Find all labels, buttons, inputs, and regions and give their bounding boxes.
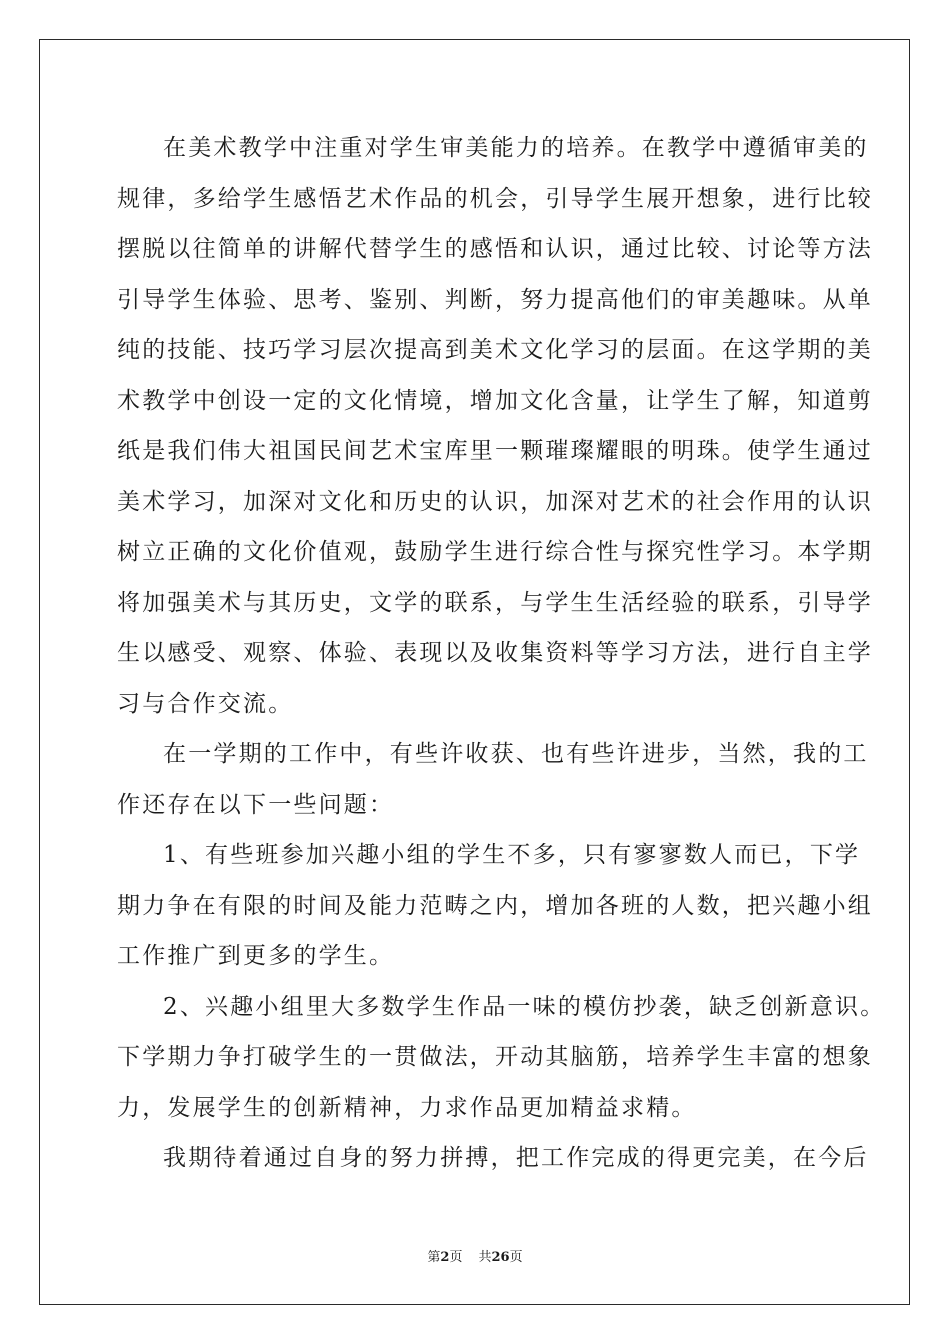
text-line: 规律，多给学生感悟艺术作品的机会，引导学生展开想象，进行比较 <box>117 185 873 212</box>
text-line: 生以感受、观察、体验、表现以及收集资料等学习方法，进行自主学 <box>117 640 873 666</box>
page-unit: 页 <box>449 1250 463 1265</box>
text-line: 摆脱以往简单的讲解代替学生的感悟和认识，通过比较、讨论等方法 <box>117 236 873 262</box>
text-line: 树立正确的文化价值观，鼓励学生进行综合性与探究性学习。本学期 <box>117 539 873 565</box>
total-unit: 页 <box>509 1250 523 1265</box>
page-prefix: 第 <box>427 1250 441 1265</box>
text-line: 力，发展学生的创新精神，力求作品更加精益求精。 <box>117 1094 697 1121</box>
text-line: 习与合作交流。 <box>117 690 294 717</box>
text-line: 纸是我们伟大祖国民间艺术宝库里一颗璀璨耀眼的明珠。使学生通过 <box>117 438 873 464</box>
text-line: 在一学期的工作中，有些许收获、也有些许进步，当然，我的工 <box>163 741 869 767</box>
document-body <box>117 128 886 1189</box>
text-line: 引导学生体验、思考、鉴别、判断，努力提高他们的审美趣味。从单 <box>117 286 873 313</box>
page-total <box>478 1246 522 1265</box>
text-line: 作还存在以下一些问题： <box>117 791 395 818</box>
text-line: 2、兴趣小组里大多数学生作品一味的模仿抄袭，缺乏创新意识。 <box>163 993 886 1020</box>
text-line: 美术学习，加深对文化和历史的认识，加深对艺术的社会作用的认识 <box>117 488 873 515</box>
text-line: 在美术教学中注重对学生审美能力的培养。在教学中遵循审美的 <box>163 135 869 161</box>
page-footer <box>0 1246 950 1265</box>
text-line: 纯的技能、技巧学习层次提高到美术文化学习的层面。在这学期的美 <box>117 337 873 363</box>
text-line: 将加强美术与其历史，文学的联系，与学生生活经验的联系，引导学 <box>117 589 873 616</box>
total-prefix: 共 <box>478 1250 492 1265</box>
text-line: 下学期力争打破学生的一贯做法，开动其脑筋，培养学生丰富的想象 <box>117 1044 873 1070</box>
current-page: 2 <box>440 1250 450 1265</box>
text-line: 工作推广到更多的学生。 <box>117 943 395 969</box>
text-line: 期力争在有限的时间及能力范畴之内，增加各班的人数，把兴趣小组 <box>117 892 873 919</box>
text-line: 我期待着通过自身的努力拼搏，把工作完成的得更完美，在今后 <box>163 1145 869 1171</box>
total-pages: 26 <box>491 1250 510 1265</box>
text-line: 术教学中创设一定的文化情境，增加文化含量，让学生了解，知道剪 <box>117 387 873 414</box>
text-line: 1、有些班参加兴趣小组的学生不多，只有寥寥数人而已，下学 <box>163 842 861 868</box>
page-number <box>427 1246 462 1265</box>
